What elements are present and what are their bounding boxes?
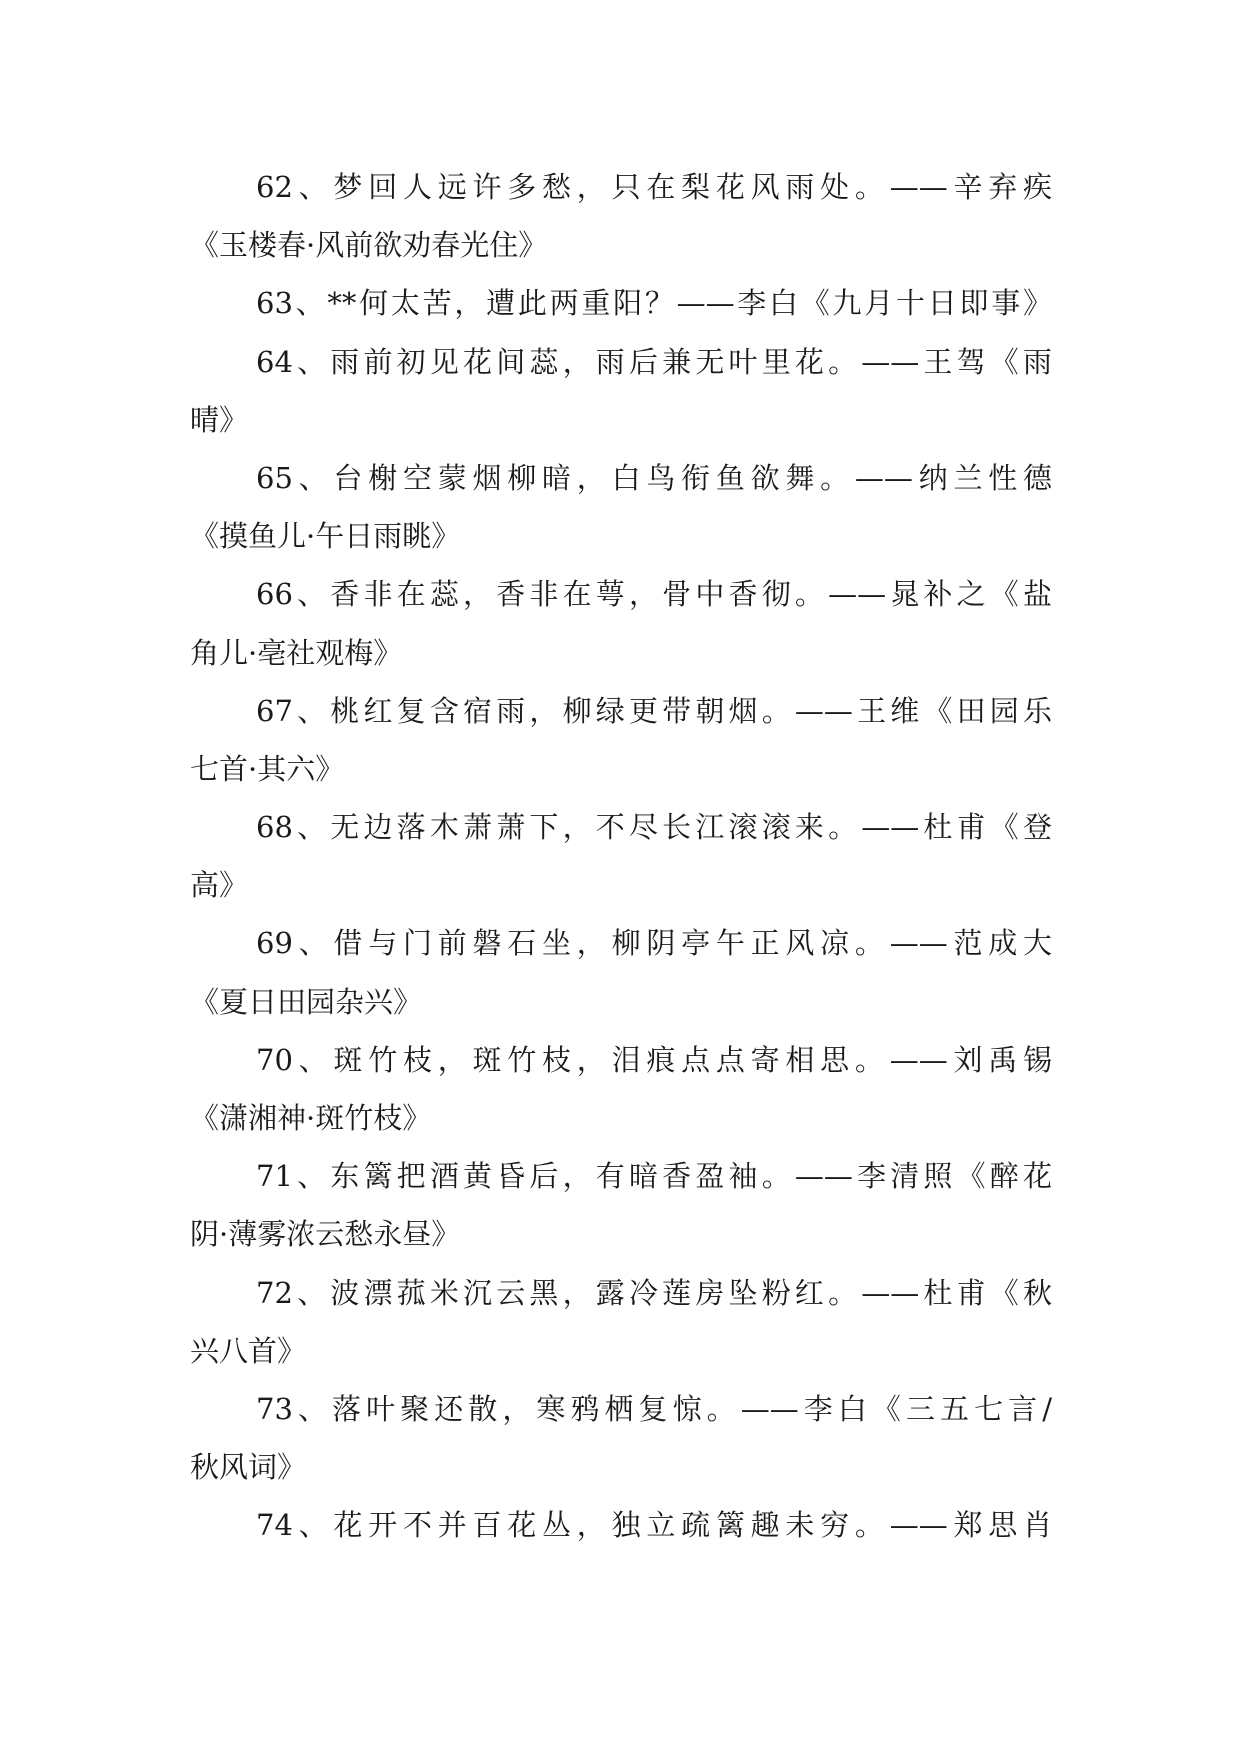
quote-line-continuation: 秋风词》 [190,1450,307,1485]
quote-line-start: 69、借与门前磐石坐，柳阴亭午正风凉。——范成大 [256,926,1052,961]
quote-line-start: 68、无边落木萧萧下，不尽长江滚滚来。——杜甫《登 [256,810,1052,845]
quote-line-continuation: 角儿·亳社观梅》 [190,635,403,670]
quote-line-start: 67、桃红复含宿雨，柳绿更带朝烟。——王维《田园乐 [256,693,1052,728]
quote-line-continuation: 《潇湘神·斑竹枝》 [190,1101,432,1135]
quote-line-continuation: 阴·薄雾浓云愁永昼》 [190,1217,461,1252]
quote-line-start: 72、波漂菰米沉云黑，露冷莲房坠粉红。——杜甫《秋 [256,1275,1052,1310]
poem-quote-list [190,158,1052,1555]
quote-line-start: 65、台榭空蒙烟柳暗，白鸟衔鱼欲舞。——纳兰性德 [256,460,1052,495]
quote-line-start: 70、斑竹枝，斑竹枝，泪痕点点寄相思。——刘禹锡 [256,1042,1052,1077]
quote-line-continuation: 兴八首》 [190,1333,307,1368]
quote-line-continuation: 《玉楼春·风前欲劝春光住》 [190,228,548,263]
quote-line-continuation: 《夏日田园杂兴》 [190,984,423,1019]
quote-line-continuation: 《摸鱼儿·午日雨眺》 [190,519,461,554]
quote-line-start: 71、东篱把酒黄昏后，有暗香盈袖。——李清照《醉花 [256,1159,1052,1194]
quote-line-start: 73、落叶聚还散，寒鸦栖复惊。——李白《三五七言/ [256,1391,1052,1426]
quote-line-start: 74、花开不并百花丛，独立疏篱趣未穷。——郑思肖 [256,1508,1052,1543]
quote-line-start: 64、雨前初见花间蕊，雨后兼无叶里花。——王驾《雨 [256,344,1052,379]
quote-line-start: 66、香非在蕊，香非在萼，骨中香彻。——晁补之《盐 [256,577,1052,612]
quote-line-start: 62、梦回人远许多愁，只在梨花风雨处。——辛弃疾 [256,170,1052,204]
quote-line-continuation: 晴》 [190,402,249,437]
quote-line-start: 63、**何太苦，遭此两重阳？——李白《九月十日即事》 [256,286,1052,321]
quote-line-continuation: 七首·其六》 [190,751,345,786]
quote-line-continuation: 高》 [190,868,249,903]
